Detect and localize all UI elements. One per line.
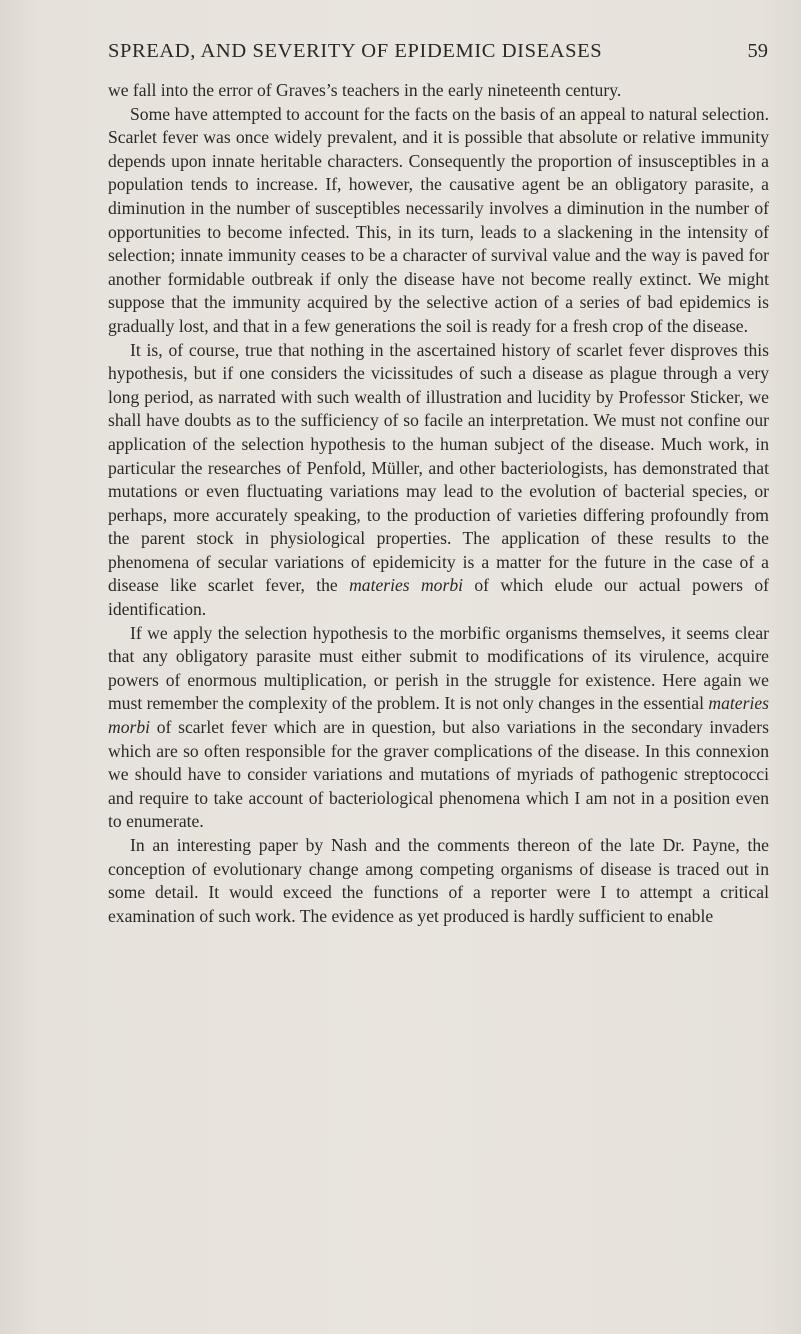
text-run: If we apply the selection hypothesis to the morbific organisms themselves, it seems clear that any obligatory parasite must either submit to modifications of its virulence, acquire powers of enormous multiplication, or perish in the struggle for existence. Here again we must remember the complexity of the problem. It is not only changes in the essential — [108, 622, 769, 714]
running-head-title: SPREAD, AND SEVERITY OF EPIDEMIC DISEASES — [108, 40, 603, 62]
text-run: It is, of course, true that nothing in the ascertained history of scarlet fever disproves this hypothesis, but if one considers the vicissitudes of such a disease as plague through a very long period, as narrated with such wealth of illustration and lucidity by Professor Sticker, we shall have doubts as to the sufficiency of so facile an interpretation. We must not confine our application of the selection hypothesis to the human subject of the disease. Much work, in particular the researches of Penfold, Müller, and other bacteriologists, has demonstrated that mutations or even fluctuating variations may lead to the evolution of bacterial species, or perhaps, more accurately speaking, to the production of varieties differing profoundly from the parent stock in physiological properties. The application of these results to the phenomena of secular variations of epidemicity is a matter for the future in the case of a disease like scarlet fever, the — [108, 339, 769, 596]
paragraph — [108, 339, 769, 622]
paragraph — [108, 103, 769, 339]
text-run: of scarlet fever which are in question, but also variations in the secondary invaders which are so often responsible for the graver complications of the disease. In this connexion we should have to consider variations and mutations of myriads of pathogenic streptococci and require to take account of bacteriological phenomena which I am not in a position even to enumerate. — [108, 717, 769, 832]
page-number: 59 — [747, 40, 768, 62]
text-run: we fall into the error of Graves’s teachers in the early nineteenth century. — [108, 80, 622, 100]
body-text — [108, 79, 769, 928]
paragraph — [108, 622, 769, 834]
text-run: of which elude our actual powers of identification. — [108, 575, 769, 620]
paragraph — [108, 79, 769, 103]
italic-term: materies morbi — [108, 693, 769, 738]
paragraph — [108, 834, 769, 928]
italic-term: materies morbi — [349, 575, 464, 596]
text-run: Some have attempted to account for the facts on the basis of an appeal to natural selection. Scarlet fever was once widely prevalent, and it is possible that absolute or relative immunity depends upon innate heritable characters. Consequently the proportion of insusceptibles in a population tends to increase. If, however, the causative agent be an obligatory parasite, a diminution in the number of susceptibles necessarily involves a diminution in the number of opportunities to become infected. This, in its turn, leads to a slackening in the intensity of selection; innate immunity ceases to be a character of survival value and the way is paved for another formidable outbreak if only the disease have not become really extinct. We might suppose that the immunity acquired by the selective action of a series of bad epidemics is gradually lost, and that in a few generations the soil is ready for a fresh crop of the disease. — [108, 103, 769, 336]
running-head — [108, 40, 768, 66]
text-run: In an interesting paper by Nash and the comments thereon of the late Dr. Payne, the conception of evolutionary change among competing organisms of disease is traced out in some detail. It would exceed the functions of a reporter were I to attempt a critical examination of such work. The evidence as yet produced is hardly sufficient to enable — [108, 835, 769, 926]
